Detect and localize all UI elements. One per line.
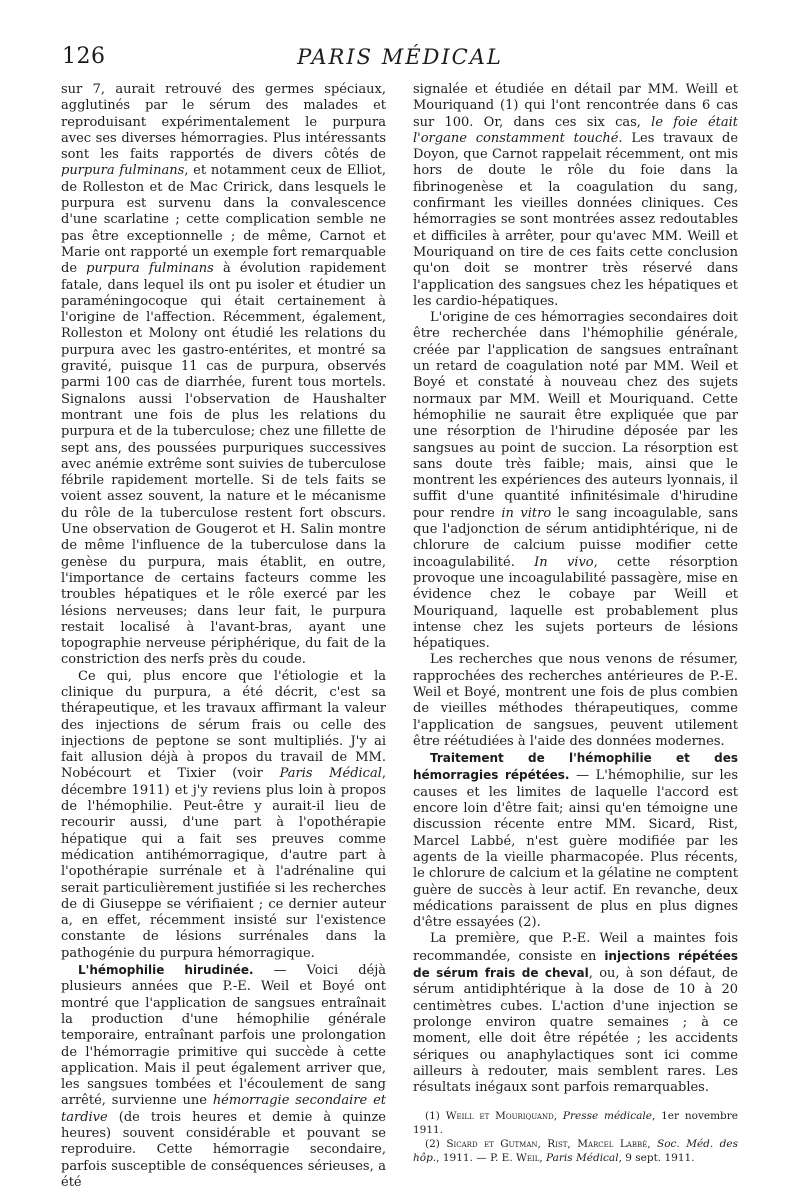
- paragraph: La première, que P.-E. Weil a maintes fois recommandée, consiste en injections répétées de sérum frais de cheval, ou, à son défaut, de sérum antidiphtérique à la dose de 10 à 20 centimètres cubes. L'action d'une injection se prolonge environ quatre semaines ; à ce moment, elle doit être répétée ; les accidents sériques ou anaphylactiques sont ici comme ailleurs à redouter, mais semblent rares. Les résultats inégaux sont parfois remarquables.: [413, 931, 739, 1096]
- paragraph: Ce qui, plus encore que l'étiologie et la clinique du purpura, a été décrit, c'est sa thérapeutique, et les travaux affirmant la valeur des injections de sérum frais ou celle des injections de peptone se sont multipliés. J'y ai fait allusion déjà à propos du travail de MM. Nobécourt et Tixier (voir Paris Médical, décembre 1911) et j'y reviens plus loin à propos de l'hémophilie. Peut-être y aurait-il lieu de recourir aussi, d'une part à l'opothérapie hépatique qui a fait ses preuves comme médication antihémorragique, d'autre part à l'opothérapie surrénale et à l'adrénaline qui serait particulièrement justifiée si les recherches de di Giuseppe se vérifiaient ; ce dernier auteur a, en effet, récemment insisté sur l'existence constante de lésions surrénales dans la pathogénie du purpura hémorragique.: [61, 668, 386, 961]
- page-header: [62, 44, 738, 74]
- footnotes: [413, 1110, 738, 1165]
- emphasis-bold: injections répétées de sérum frais de cheval: [413, 948, 739, 981]
- left-column: [61, 82, 386, 1191]
- page-number: 126: [62, 44, 106, 69]
- section-heading: L'hémophilie hirudinée.: [78, 963, 254, 978]
- paragraph: signalée et étudiée en détail par MM. Weill et Mouriquand (1) qui l'ont rencontrée dans 6 cas sur 100. Or, dans ces six cas, le foie était l'organe constamment touché. Les travaux de Doyon, que Carnot rappelait récemment, ont mis hors de doute le rôle du foie dans la fibrinogenèse et la coagulation du sang, confirmant les vieilles données cliniques. Ces hémorragies se sont montrées assez redoutables et difficiles à arrêter, pour qu'avec MM. Weill et Mouriquand on tire de ces faits cette conclusion qu'on doit se montrer très réservé dans l'application des sangsues chez les hépatiques et les cardio-hépatiques.: [413, 82, 739, 309]
- paragraph: sur 7, aurait retrouvé des germes spéciaux, agglutinés par le sérum des malades et reproduisant expérimentalement le purpura avec ses diverses hémorragies. Plus intéressants sont les faits rapportés de divers côtés de purpura fulminans, et notamment ceux de Elliot, de Rolleston et de Mac Cririck, dans lesquels le purpura est survenu dans la convalescence d'une scarlatine ; cette complication semble ne pas être exceptionnelle ; de même, Carnot et Marie ont rapporté un exemple fort remarquable de purpura fulminans à évolution rapidement fatale, dans lequel ils ont pu isoler et étudier un paraméningocoque qui était certainement à l'origine de l'affection. Récemment, également, Rolleston et Molony ont étudié les relations du purpura avec les gastro-entérites, et montré sa gravité, puisque 11 cas de purpura, observés parmi 100 cas de diarrhée, furent tous mortels. Signalons aussi l'observation de Haushalter montrant une fois de plus les relations du purpura et de la tuberculose; chez une fillette de sept ans, des poussées purpuriques successives avec anémie extrême sont suivies de tuberculose fébrile rapidement mortelle. Si de tels faits se voient assez souvent, la nature et le mécanisme du rôle de la tuberculose restent fort obscurs. Une observation de Gougerot et H. Salin montre de même l'influence de la tuberculose dans la genèse du purpura, mais établit, en outre, l'importance de certains facteurs comme les troubles hépatiques et le rôle exercé par les lésions nerveuses; dans leur fait, le purpura restait localisé à l'avant-bras, ayant une topographie nerveuse périphérique, du fait de la constriction des nerfs près du coude.: [61, 82, 387, 668]
- paragraph: Traitement de l'hémophilie et des hémorragies répétées. — L'hémophilie, sur les causes et les limites de laquelle l'accord est encore loin d'être fait; ainsi qu'en témoigne une discussion récente entre MM. Sicard, Rist, Marcel Labbé, n'est guère modifiée par les agents de la vieille pharmacopée. Plus récents, le chlorure de calcium et la gélatine ne comptent guère de succès à leur actif. En revanche, deux médications paraissent de plus en plus dignes d'être essayées (2).: [413, 751, 739, 931]
- right-column: [413, 82, 738, 1166]
- paragraph: L'origine de ces hémorragies secondaires doit être recherchée dans l'hémophilie générale, créée par l'application de sangsues entraînant un retard de coagulation noté par MM. Weil et Boyé et constaté à nouveau chez des sujets normaux par MM. Weill et Mouriquand. Cette hémophilie ne saurait être expliquée que par une résorption de l'hirudine déposée par les sangsues au point de succion. La résorption est sans doute très faible; mais, ainsi que le montrent les expériences des auteurs lyonnais, il suffit d'une quantité infinitésimale d'hirudine pour rendre in vitro le sang incoagulable, sans que l'adjonction de sérum antidiphtérique, ni de chlorure de calcium puisse modifier cette incoagulabilité. In vivo, cette résorption provoque une incoagulabilité passagère, mise en évidence chez le cobaye par Weill et Mouriquand, laquelle est probablement plus intense chez les sujets porteurs de lésions hépatiques.: [413, 310, 738, 652]
- paragraph: Les recherches que nous venons de résumer, rapprochées des recherches antérieures de P.-E. Weil et Boyé, montrent une fois de plus combien de vieilles méthodes thérapeutiques, comme l'application de sangsues, peuvent utilement être réétudiées à l'aide des données modernes.: [413, 652, 738, 749]
- section-heading: Traitement de l'hémophilie et des hémorragies répétées.: [413, 751, 738, 783]
- footnote: (2) Sicard et Gutman, Rist, Marcel Labbé, Soc. Méd. des hôp., 1911. — P. E. Weil, Paris Médical, 9 sept. 1911.: [413, 1138, 738, 1164]
- footnote: (1) Weill et Mouriquand, Presse médicale, 1er novembre 1911.: [413, 1110, 738, 1137]
- paragraph: L'hémophilie hirudinée. — Voici déjà plusieurs années que P.-E. Weil et Boyé ont montré que l'application de sangsues entraînait la production d'une hémophilie générale temporaire, entraînant parfois une prolongation de l'hémorragie primitive qui succède à cette application. Mais il peut également arriver que, les sangsues tombées et l'écoulement de sang arrêté, survienne une hémorragie secondaire et tardive (de trois heures et demie à quinze heures) souvent considérable et pouvant se reproduire. Cette hémorragie secondaire, parfois susceptible de conséquences sérieuses, a été: [61, 963, 386, 1190]
- journal-title: PARIS MÉDICAL: [297, 45, 503, 69]
